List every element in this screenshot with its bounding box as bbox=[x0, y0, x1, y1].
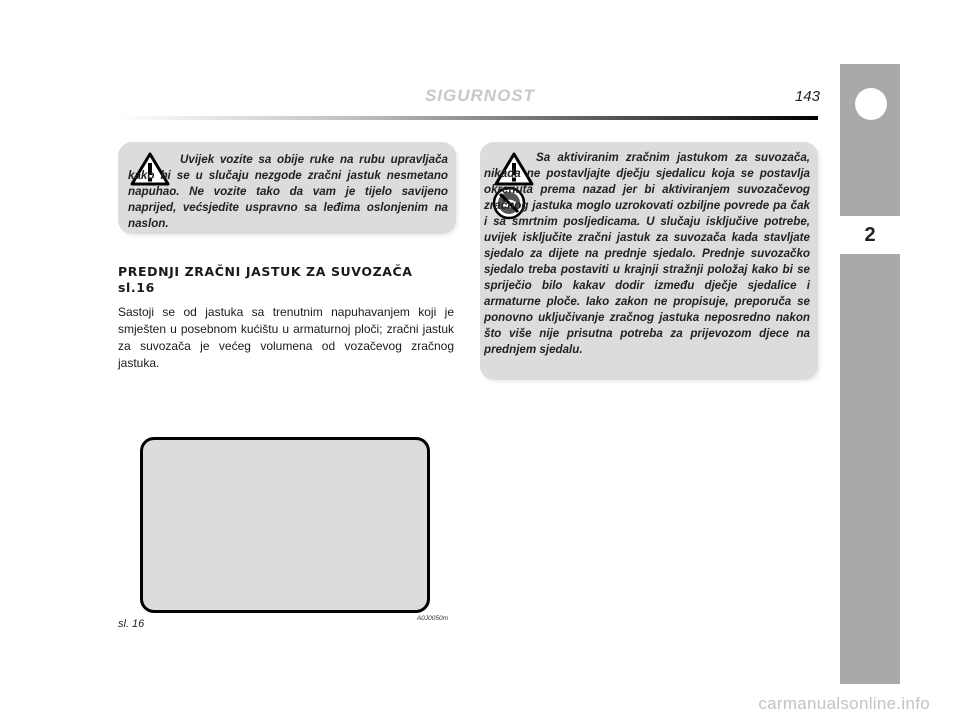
watermark: carmanualsonline.info bbox=[758, 694, 930, 713]
sidebar-dot-icon bbox=[855, 88, 887, 120]
section-body: Sastoji se od jastuka sa trenutnim napuhavanjem koji je smješten u posebnom kućištu u armaturnoj ploči; zračni jastuk za suvozača je većeg volumena od vozačevog zračnog jastuka. bbox=[118, 305, 454, 370]
section-heading: PREDNJI ZRAČNI JASTUK ZA SUVOZAČA sl.16 bbox=[118, 264, 413, 295]
figure-placeholder bbox=[140, 437, 430, 613]
header-divider bbox=[118, 116, 818, 120]
chapter-tab: 2 bbox=[840, 214, 900, 256]
page-number: 143 bbox=[794, 88, 820, 105]
warning-text: Sa aktiviranim zračnim jastukom za suvozača, nikada ne postavljajte dječju sjedalicu koja se postavlja okrenuta prema nazad jer bi aktiviranjem suvozačevog zračnog jastuka moglo uzrokovati ozbiljne povrede pa čak i sa smrtnim posljedicama. U slučaju isključive potrebe, uvijek isključite zračni jastuk za suvozača kada stavljate sjedalo za dijete na prednje sjedalo. Prednje suvozačko sjedalo treba postaviti u krajnji stražnji položaj kako bi se spriječio bilo kakav dodir između dječje sjedalice i armaturne ploče. Iako zakon ne propisuje, preporuča se ponovno uključivanje zračnog jastuka neposredno nakon što više nije prisutna potreba za prijevozom djece na prednjem sjedalu. bbox=[484, 151, 810, 356]
chapter-sidebar bbox=[840, 64, 900, 684]
warning-box-driving-posture bbox=[118, 142, 456, 234]
figure-caption: sl. 16 bbox=[118, 618, 145, 630]
warning-text: Uvijek vozite sa obije ruke na rubu upravljača kako bi se u slučaju nezgode zračni jastuk nesmetano napuhao. Ne vozite tako da vam je tijelo savijeno naprijed, većsjedite uspravno sa leđima oslonjenim na naslon. bbox=[128, 153, 448, 230]
figure-code: A0J0050m bbox=[416, 615, 448, 622]
warning-box-child-seat bbox=[480, 142, 818, 380]
running-header-title: SIGURNOST bbox=[424, 86, 536, 105]
